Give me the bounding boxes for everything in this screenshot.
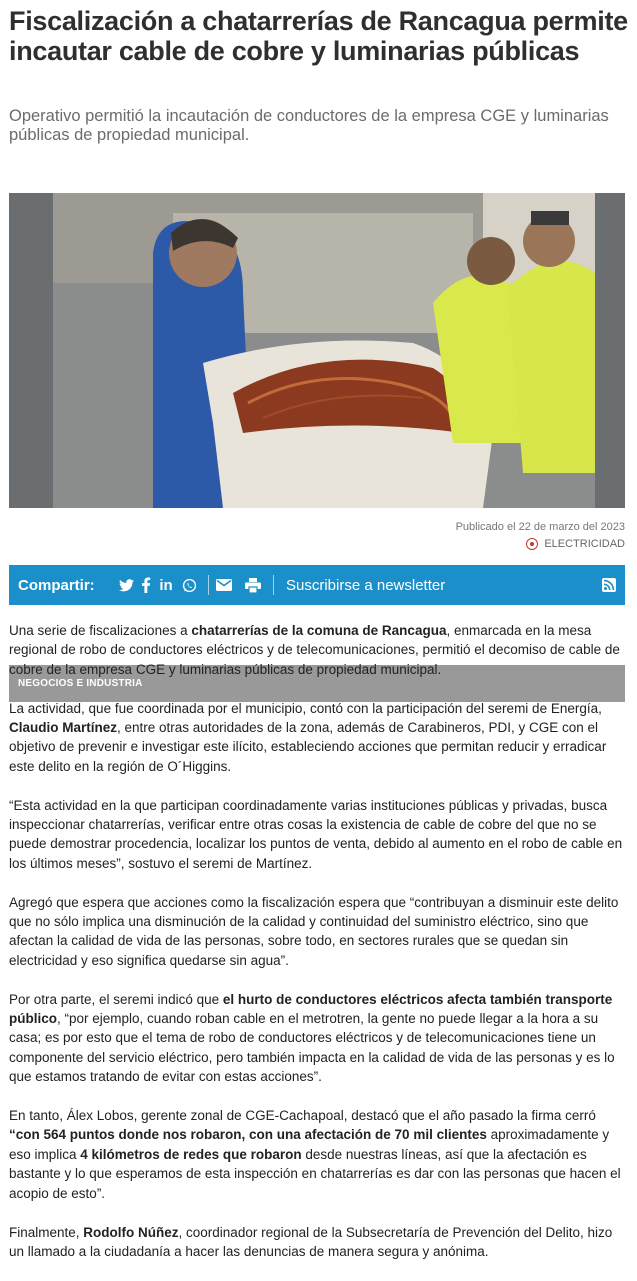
paragraph: “Esta actividad en la que participan coordinadamente varias instituciones públicas y privadas, busca inspeccionar chatarrerías, verificar entre otras cosas la existencia de cable de cobre del que no se puede demostrar procedencia, localizar los puntos de venta, debido al aumento en el robo de cable en los últimos meses”, sostuvo el seremi de Martínez. (9, 797, 623, 871)
publish-date: Publicado el 22 de marzo del 2023 (455, 521, 625, 533)
article-subtitle: Operativo permitió la incautación de conductores de la empresa CGE y luminarias públicas de propiedad municipal. (9, 107, 609, 144)
share-divider (208, 575, 209, 595)
article-title: Fiscalización a chatarrerías de Rancagua permite incautar cable de cobre y luminarias públicas (9, 6, 628, 66)
whatsapp-icon[interactable] (180, 576, 198, 594)
category-link[interactable] (526, 538, 625, 550)
share-divider (273, 575, 274, 595)
print-icon[interactable] (244, 576, 262, 594)
linkedin-icon[interactable]: in (159, 576, 173, 594)
paragraph: Por otra parte, el seremi indicó que el hurto de conductores eléctricos afecta también transporte público, “por ejemplo, cuando roban cable en el metrotren, la gente no puede llegar a la hora a su casa; es por esto que el tema de robo de conductores eléctricos y de telecomunicaciones tiene un componente del servicio eléctrico, pero también impacta en la calidad de vida de las personas y es lo que estamos tratando de evitar con estas acciones”. (9, 991, 615, 1085)
paragraph: Una serie de fiscalizaciones a chatarrerías de la comuna de Rancagua, enmarcada en la mesa regional de robo de conductores eléctricos y de telecomunicaciones, permitió el decomiso de cable de cobre de la empresa CGE y luminarias públicas de propiedad municipal. (9, 623, 620, 677)
paragraph: Finalmente, Rodolfo Núñez, coordinador regional de la Subsecretaría de Prevención del Delito, hizo un llamado a la ciudadanía a hacer las denuncias de manera segura y anónima. (9, 1224, 613, 1259)
newsletter-link[interactable]: Suscribirse a newsletter (286, 577, 446, 594)
hero-photo (53, 193, 595, 508)
article-body (9, 621, 625, 1281)
facebook-icon[interactable] (137, 576, 155, 594)
hero-category-label[interactable]: NEGOCIOS E INDUSTRIA (18, 678, 143, 689)
rss-icon[interactable] (600, 576, 618, 594)
email-icon[interactable] (215, 576, 233, 594)
share-label: Compartir: (18, 577, 95, 594)
category-label[interactable]: ELECTRICIDAD (544, 538, 625, 550)
paragraph: Agregó que espera que acciones como la fiscalización espera que “contribuyan a disminuir este delito que no sólo implica una disminución de la calidad y continuidad del suministro eléctrico, sino que afectan la calidad de vida de las personas, sobre todo, en sectores rurales que se quedan sin electricidad y eso significa quedarse sin agua”. (9, 894, 619, 968)
paragraph: La actividad, que fue coordinada por el municipio, contó con la participación del seremi de Energía, Claudio Martínez, entre otras autoridades de la zona, además de Carabineros, PDI, y CGE con el objetivo de prevenir e investigar este ilícito, estableciendo acciones que permitan reducir y erradicar este delito en la región de O´Higgins. (9, 700, 607, 774)
share-bar (9, 565, 625, 605)
twitter-icon[interactable] (117, 576, 135, 594)
paragraph: En tanto, Álex Lobos, gerente zonal de CGE-Cachapoal, destacó que el año pasado la firma cerró “con 564 puntos donde nos robaron, con una afectación de 70 mil clientes aproximadamente y eso implica 4 kilómetros de redes que robaron desde nuestras líneas, así que la afectación es bastante y lo que esperamos de esta inspección en chatarrerías es dar con las personas que hacen el acopio de esto”. (9, 1108, 621, 1201)
lightning-bolt-icon (526, 538, 538, 550)
